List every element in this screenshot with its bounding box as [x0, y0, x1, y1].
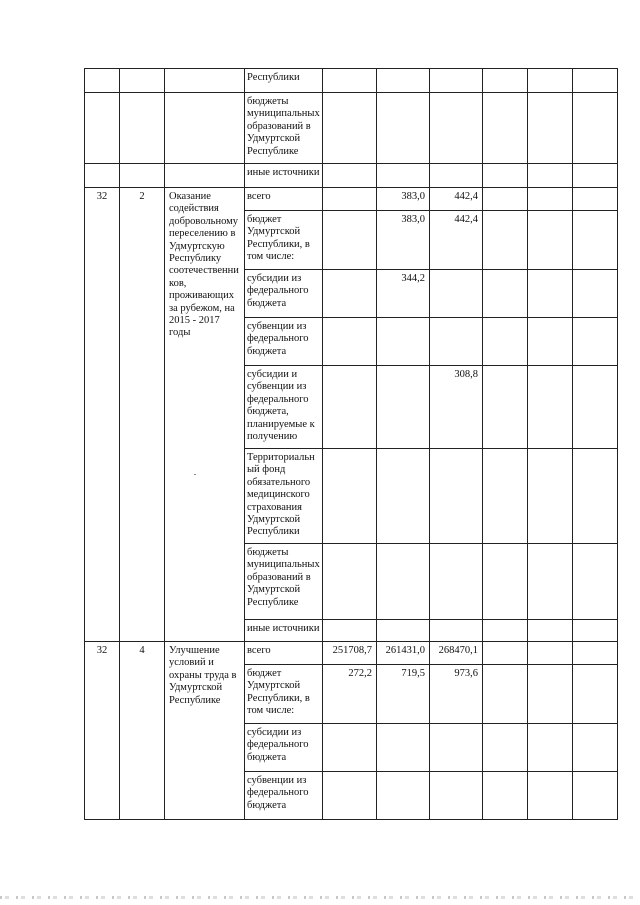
value-cell-2015: [323, 620, 377, 642]
empty-cell: [528, 642, 573, 665]
value-cell-2016: [377, 93, 430, 164]
source-cell: субсидии из федерального бюджета: [245, 724, 323, 772]
empty-cell: [483, 642, 528, 665]
empty-cell: [483, 665, 528, 724]
value-cell-2017: [430, 449, 483, 544]
empty-cell: [528, 620, 573, 642]
source-cell: Республики: [245, 69, 323, 93]
table-row: [85, 69, 618, 93]
table-row: [85, 164, 618, 188]
source-cell: Территориальный фонд обязательного медицинского страхования Удмуртской Республики: [245, 449, 323, 544]
code1-cell: [85, 164, 120, 188]
empty-cell: [528, 449, 573, 544]
source-cell: всего: [245, 642, 323, 665]
empty-cell: [483, 620, 528, 642]
value-cell-2016: [377, 449, 430, 544]
value-cell-2015: [323, 772, 377, 820]
name-cell: [165, 164, 245, 188]
code2-cell: 2: [120, 188, 165, 642]
empty-cell: [528, 318, 573, 366]
source-cell: иные источники: [245, 164, 323, 188]
empty-cell: [573, 164, 618, 188]
empty-cell: [573, 270, 618, 318]
table-row: [85, 642, 618, 665]
value-cell-2015: [323, 188, 377, 211]
value-cell-2017: [430, 772, 483, 820]
code2-cell: [120, 69, 165, 93]
code2-cell: [120, 93, 165, 164]
empty-cell: [483, 449, 528, 544]
empty-cell: [573, 93, 618, 164]
value-cell-2017: [430, 270, 483, 318]
source-cell: бюджет Удмуртской Республики, в том числе:: [245, 211, 323, 270]
program-name-cell: Оказание содействия добровольному переселению в Удмуртскую Республику соотечественников, проживающих за рубежом, на 2015 - 2017 годы: [165, 188, 245, 642]
empty-cell: [483, 366, 528, 449]
code1-cell: [85, 93, 120, 164]
empty-cell: [528, 93, 573, 164]
empty-cell: [528, 69, 573, 93]
value-cell-2016: [377, 164, 430, 188]
value-cell-2017: 973,6: [430, 665, 483, 724]
source-cell: субвенции из федерального бюджета: [245, 318, 323, 366]
empty-cell: [528, 772, 573, 820]
name-cell: [165, 93, 245, 164]
code2-cell: 4: [120, 642, 165, 820]
value-cell-2017: [430, 620, 483, 642]
empty-cell: [573, 366, 618, 449]
scan-speck: [194, 474, 196, 475]
empty-cell: [528, 270, 573, 318]
empty-cell: [573, 665, 618, 724]
value-cell-2016: [377, 772, 430, 820]
value-cell-2015: [323, 69, 377, 93]
value-cell-2015: [323, 318, 377, 366]
code1-cell: [85, 69, 120, 93]
value-cell-2015: [323, 211, 377, 270]
value-cell-2017: 268470,1: [430, 642, 483, 665]
value-cell-2015: 272,2: [323, 665, 377, 724]
value-cell-2016: [377, 69, 430, 93]
value-cell-2016: 344,2: [377, 270, 430, 318]
value-cell-2016: 719,5: [377, 665, 430, 724]
value-cell-2017: [430, 724, 483, 772]
source-cell: бюджеты муниципальных образований в Удмуртской Республике: [245, 544, 323, 620]
source-cell: бюджеты муниципальных образований в Удмуртской Республике: [245, 93, 323, 164]
empty-cell: [528, 544, 573, 620]
table-row: [85, 93, 618, 164]
value-cell-2017: [430, 318, 483, 366]
value-cell-2017: 442,4: [430, 188, 483, 211]
value-cell-2016: [377, 620, 430, 642]
value-cell-2015: [323, 544, 377, 620]
empty-cell: [528, 366, 573, 449]
value-cell-2015: [323, 164, 377, 188]
empty-cell: [573, 544, 618, 620]
empty-cell: [483, 724, 528, 772]
value-cell-2017: [430, 544, 483, 620]
budget-table: [84, 68, 618, 820]
empty-cell: [528, 665, 573, 724]
empty-cell: [573, 211, 618, 270]
value-cell-2017: [430, 93, 483, 164]
value-cell-2015: [323, 366, 377, 449]
scan-noise-strip: [0, 896, 640, 899]
empty-cell: [483, 164, 528, 188]
empty-cell: [483, 772, 528, 820]
empty-cell: [573, 69, 618, 93]
empty-cell: [573, 642, 618, 665]
value-cell-2015: [323, 724, 377, 772]
value-cell-2015: 251708,7: [323, 642, 377, 665]
empty-cell: [483, 318, 528, 366]
empty-cell: [483, 544, 528, 620]
empty-cell: [528, 164, 573, 188]
source-cell: иные источники: [245, 620, 323, 642]
value-cell-2016: 261431,0: [377, 642, 430, 665]
value-cell-2015: [323, 93, 377, 164]
value-cell-2016: 383,0: [377, 211, 430, 270]
empty-cell: [573, 620, 618, 642]
empty-cell: [528, 211, 573, 270]
code1-cell: 32: [85, 642, 120, 820]
empty-cell: [528, 188, 573, 211]
code2-cell: [120, 164, 165, 188]
empty-cell: [483, 93, 528, 164]
empty-cell: [573, 449, 618, 544]
value-cell-2016: [377, 318, 430, 366]
empty-cell: [573, 724, 618, 772]
empty-cell: [483, 69, 528, 93]
code1-cell: 32: [85, 188, 120, 642]
source-cell: субвенции из федерального бюджета: [245, 772, 323, 820]
value-cell-2017: [430, 69, 483, 93]
empty-cell: [483, 211, 528, 270]
value-cell-2017: [430, 164, 483, 188]
value-cell-2016: 383,0: [377, 188, 430, 211]
source-cell: бюджет Удмуртской Республики, в том числе:: [245, 665, 323, 724]
value-cell-2016: [377, 544, 430, 620]
source-cell: субсидии из федерального бюджета: [245, 270, 323, 318]
empty-cell: [483, 270, 528, 318]
source-cell: всего: [245, 188, 323, 211]
name-cell: [165, 69, 245, 93]
value-cell-2016: [377, 366, 430, 449]
source-cell: субсидии и субвенции из федерального бюджета, планируемые к получению: [245, 366, 323, 449]
empty-cell: [483, 188, 528, 211]
value-cell-2015: [323, 449, 377, 544]
value-cell-2017: 442,4: [430, 211, 483, 270]
table-row: [85, 188, 618, 211]
empty-cell: [573, 318, 618, 366]
empty-cell: [528, 724, 573, 772]
program-name-cell: Улучшение условий и охраны труда в Удмуртской Республике: [165, 642, 245, 820]
value-cell-2017: 308,8: [430, 366, 483, 449]
empty-cell: [573, 772, 618, 820]
empty-cell: [573, 188, 618, 211]
value-cell-2015: [323, 270, 377, 318]
value-cell-2016: [377, 724, 430, 772]
